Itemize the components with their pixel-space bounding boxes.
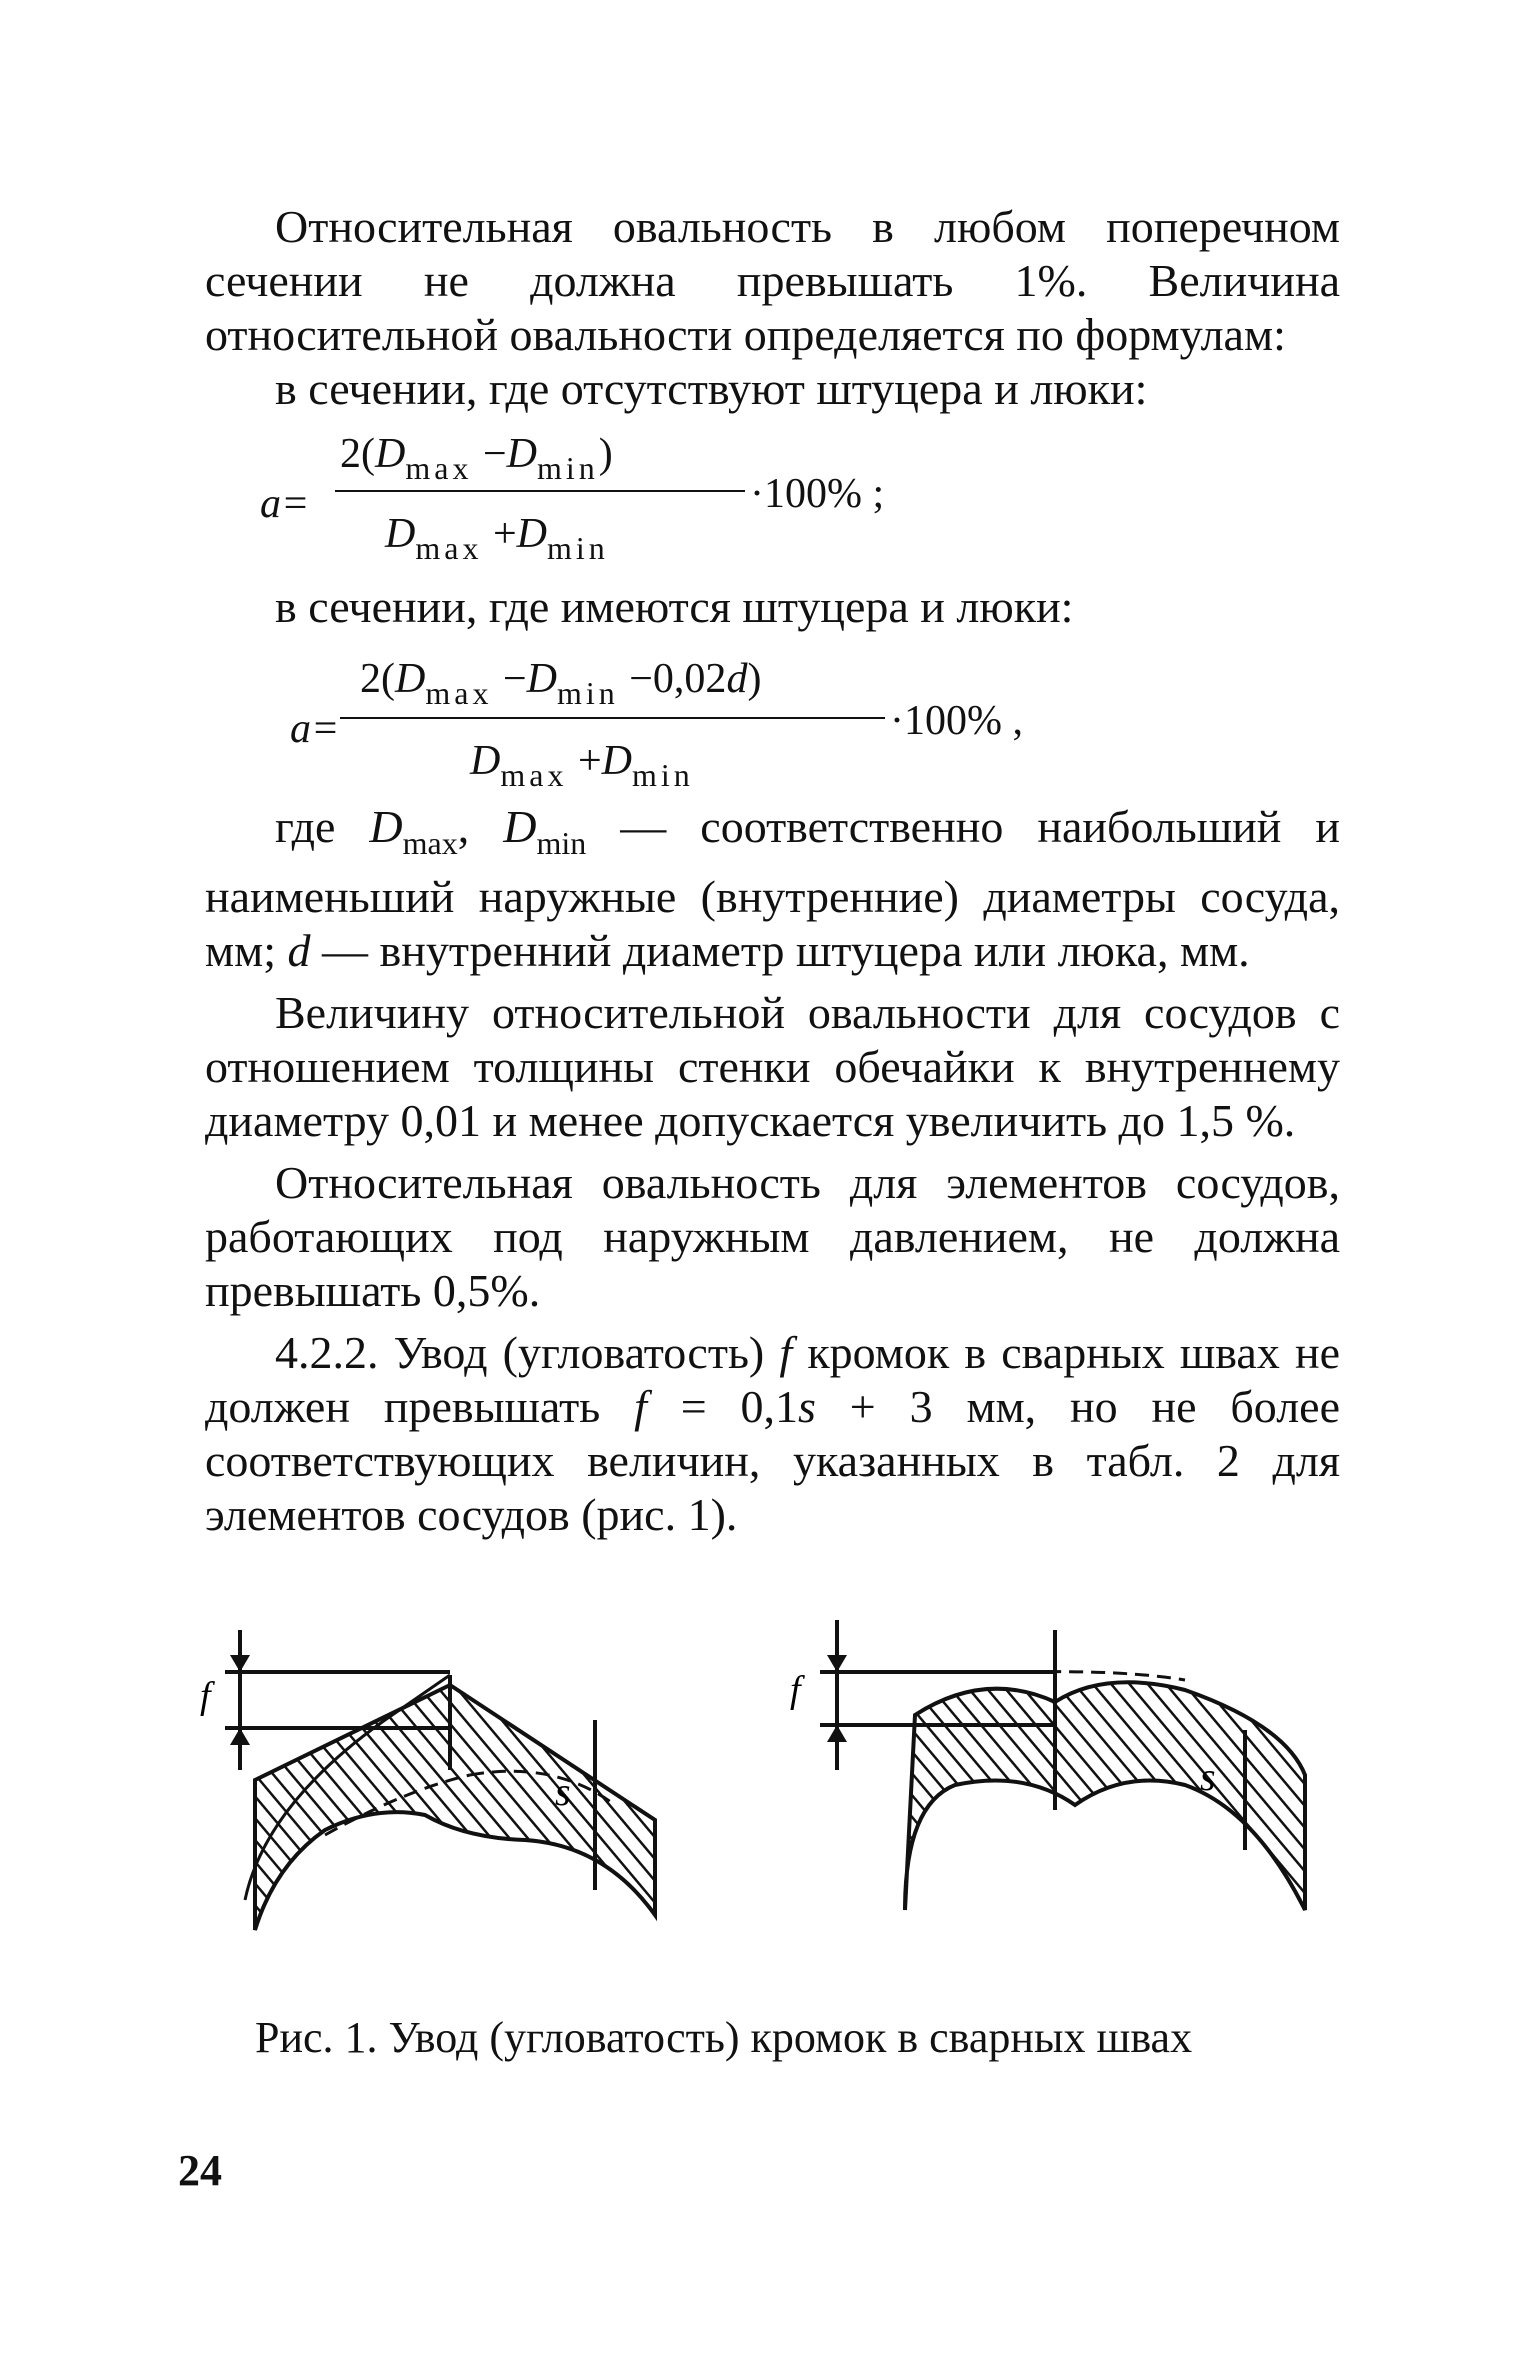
definitions-text: — соответственно наибольший и наименьший наружные (внутренние) диаметры сосуда, мм; <box>205 801 1340 976</box>
num-dmin-sub: min <box>536 450 599 486</box>
num-minus: − <box>502 656 527 702</box>
num-open: 2( <box>340 431 375 477</box>
figure-weld-edge-offset <box>200 1610 1355 1980</box>
num-open: 2( <box>360 656 395 702</box>
den-dmax: D <box>385 511 416 557</box>
num-dmax-sub: max <box>405 450 473 486</box>
formula-lhs: a= <box>290 706 340 752</box>
right-arrow-down <box>827 1655 847 1672</box>
formula-multiplier: ·100% , <box>890 698 1023 744</box>
paragraph-edge-offset <box>205 1326 1340 1542</box>
formula-with-nozzles <box>290 655 1090 815</box>
right-label-s: s <box>1200 1754 1216 1799</box>
left-arrow-down <box>230 1655 250 1672</box>
right-label-f: f <box>790 1669 801 1711</box>
dmax-symbol: D <box>369 801 403 852</box>
clause-text-3: = 0,1 <box>646 1381 799 1432</box>
left-label-s: s <box>555 1769 571 1814</box>
den-plus: + <box>577 738 602 784</box>
num-close: ) <box>598 431 613 477</box>
num-dmax: D <box>395 656 426 702</box>
den-dmax: D <box>470 738 501 784</box>
right-drawing <box>790 1620 1305 1910</box>
formula-numerator <box>360 655 761 712</box>
left-arrow-up <box>230 1728 250 1745</box>
num-tail: −0,02 <box>629 656 727 702</box>
num-minus: − <box>482 431 507 477</box>
den-dmin: D <box>516 511 547 557</box>
num-dmax: D <box>375 431 406 477</box>
where-text: где <box>275 801 370 852</box>
num-close: ) <box>747 656 762 702</box>
s-symbol: s <box>798 1381 816 1432</box>
den-dmax-sub: max <box>415 530 483 566</box>
num-dmax-sub: max <box>425 675 493 711</box>
dmin-symbol: D <box>503 801 537 852</box>
den-dmin: D <box>601 738 632 784</box>
left-drawing <box>200 1630 655 1930</box>
num-d: d <box>726 656 748 702</box>
separator: , <box>457 801 504 852</box>
dmax-sub: max <box>402 825 458 861</box>
figure-caption: Рис. 1. Увод (угловатость) кромок в сварных швах <box>255 2013 1193 2062</box>
den-dmin-sub: min <box>631 757 694 793</box>
paragraph-no-nozzles: в сечении, где отсутствуют штуцера и люки: <box>275 363 1148 414</box>
clause-text-4: + 3 мм, но не более соответствующих величин, указанных в табл. 2 для элементов сосудов (рис. 1). <box>205 1381 1340 1540</box>
formula-no-nozzles <box>260 430 960 590</box>
num-dmin: D <box>526 656 557 702</box>
den-plus: + <box>492 511 517 557</box>
formula-lhs: a= <box>260 481 310 527</box>
paragraph-thin-wall: Величину относительной овальности для сосудов с отношением толщины стенки обечайки к внутреннему диаметру 0,01 и менее допускается увеличить до 1,5 %. <box>205 987 1340 1146</box>
den-dmin-sub: min <box>546 530 609 566</box>
formula-denominator <box>385 510 609 567</box>
f-symbol: f <box>779 1327 793 1378</box>
page-number: 24 <box>178 2146 222 2195</box>
fraction-bar <box>335 490 745 492</box>
num-dmin: D <box>506 431 537 477</box>
left-label-f: f <box>200 1675 211 1717</box>
d-symbol: d <box>287 925 311 976</box>
dmin-sub: min <box>536 825 587 861</box>
paragraph-ovality-limit <box>205 200 1340 416</box>
definitions-text-2: — внутренний диаметр штуцера или люка, мм. <box>310 925 1250 976</box>
den-dmax-sub: max <box>500 757 568 793</box>
paragraph-definitions <box>205 800 1340 978</box>
formula-numerator <box>340 430 613 487</box>
paragraph-text: Относительная овальность в любом поперечном сечении не должна превышать 1%. Величина относительной овальности определяется по формулам: <box>205 201 1340 360</box>
formula-multiplier: ·100% ; <box>750 471 885 517</box>
paragraphs-main <box>205 800 1340 1542</box>
fraction-bar <box>340 717 885 719</box>
paragraph-with-nozzles-block <box>205 580 1340 634</box>
right-arrow-up <box>827 1725 847 1742</box>
clause-text-2: кромок в сварных швах не должен превышать <box>205 1327 1341 1432</box>
num-dmin-sub: min <box>556 675 619 711</box>
paragraph-with-nozzles: в сечении, где имеются штуцера и люки: <box>275 581 1074 632</box>
formula-denominator <box>470 737 694 794</box>
f-symbol-2: f <box>634 1381 647 1432</box>
paragraph-external-pressure: Относительная овальность для элементов сосудов, работающих под наружным давлением, не должна превышать 0,5%. <box>205 1157 1340 1316</box>
clause-text: 4.2.2. Увод (угловатость) <box>275 1327 780 1378</box>
